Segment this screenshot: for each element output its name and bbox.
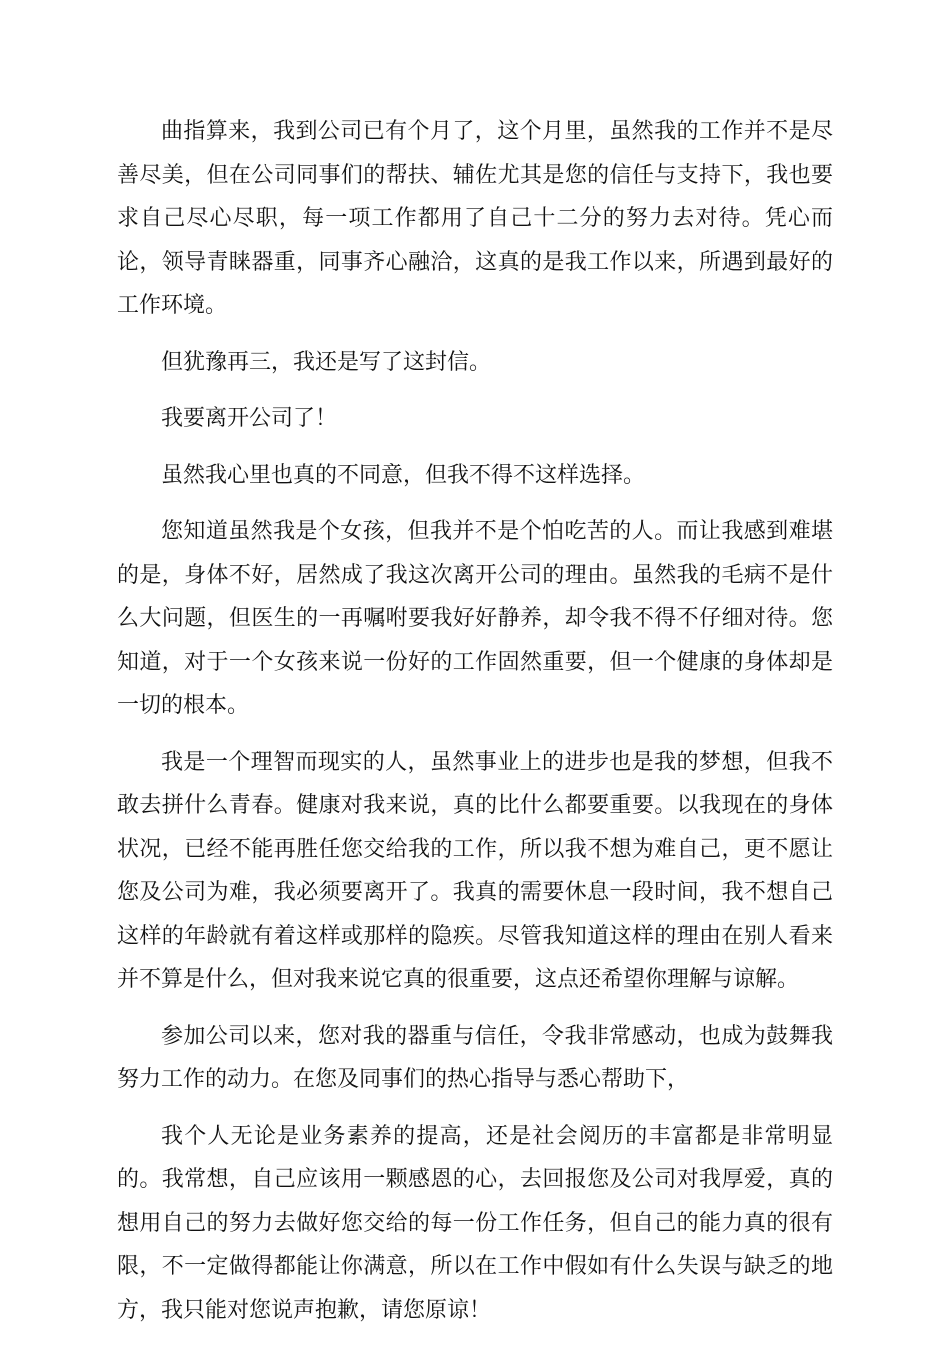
paragraph-2: 但犹豫再三，我还是写了这封信。 <box>161 349 492 375</box>
document-body <box>117 110 833 1345</box>
paragraph-8: 我个人无论是业务素养的提高，还是社会阅历的丰富都是非常明显的。我常想，自己应该用一颗感恩的心，去回报您及公司对我厚爱，真的想用自己的努力去做好您交给的每一份工作任务，但自己的能力真的很有限，不一定做得都能让你满意，所以在工作中假如有什么失误与缺乏的地方，我只能对您说声抱歉，请您原谅！ <box>117 1123 833 1323</box>
paragraph-5: 您知道虽然我是个女孩，但我并不是个怕吃苦的人。而让我感到难堪的是，身体不好，居然成了我这次离开公司的理由。虽然我的毛病不是什么大问题，但医生的一再嘱咐要我好好静养，却令我不得不仔细对待。您知道，对于一个女孩来说一份好的工作固然重要，但一个健康的身体却是一切的根本。 <box>117 519 833 718</box>
paragraph-6: 我是一个理智而现实的人，虽然事业上的进步也是我的梦想，但我不敢去拼什么青春。健康对我来说，真的比什么都要重要。以我现在的身体状况，已经不能再胜任您交给我的工作，所以我不想为难自己，更不愿让您及公司为难，我必须要离开了。我真的需要休息一段时间，我不想自己这样的年龄就有着这样或那样的隐疾。尽管我知道这样的理由在别人看来并不算是什么，但对我来说它真的很重要，这点还希望你理解与谅解。 <box>117 749 833 992</box>
paragraph-4: 虽然我心里也真的不同意，但我不得不这样选择。 <box>161 462 646 488</box>
paragraph-1: 曲指算来，我到公司已有个月了，这个月里，虽然我的工作并不是尽善尽美，但在公司同事们的帮扶、辅佐尤其是您的信任与支持下，我也要求自己尽心尽职，每一项工作都用了自己十二分的努力去对待。凭心而论，领导青睐器重，同事齐心融洽，这真的是我工作以来，所遇到最好的工作环境。 <box>117 119 833 318</box>
paragraph-3: 我要离开公司了！ <box>161 406 338 431</box>
paragraph-7: 参加公司以来，您对我的器重与信任，令我非常感动，也成为鼓舞我努力工作的动力。在您及同事们的热心指导与悉心帮助下， <box>117 1023 833 1092</box>
